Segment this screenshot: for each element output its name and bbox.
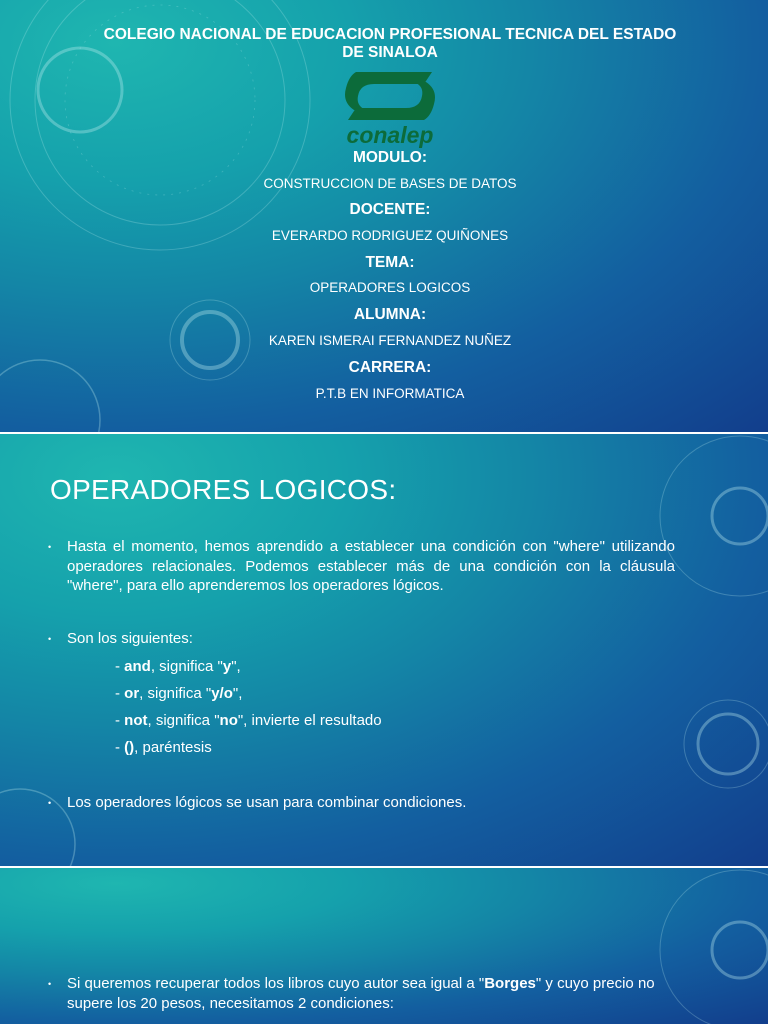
bullet-icon: •: [48, 634, 52, 644]
operator-not: - not, significa "no", invierte el resultado: [115, 712, 382, 729]
student-value: KAREN ISMERAI FERNANDEZ NUÑEZ: [268, 333, 512, 348]
operator-or: - or, significa "y/o",: [115, 685, 243, 702]
school-title: COLEGIO NACIONAL DE EDUCACION PROFESIONAL TECNICA DEL ESTADO DE SINALOA: [103, 26, 677, 61]
paragraph-summary: Los operadores lógicos se usan para combinar condiciones.: [67, 794, 467, 811]
paragraph-list-intro: Son los siguientes:: [67, 630, 193, 647]
topic-value: OPERADORES LOGICOS: [309, 280, 471, 295]
teacher-value: EVERARDO RODRIGUEZ QUIÑONES: [271, 228, 509, 243]
operator-and: - and, significa "y",: [115, 658, 241, 675]
career-value: P.T.B EN INFORMATICA: [315, 386, 465, 401]
paragraph-example: Si queremos recuperar todos los libros cuyo autor sea igual a "Borges" y cuyo precio no supere los 20 pesos, necesitamos 2 condiciones:: [67, 975, 655, 1012]
bullet-icon: •: [48, 798, 52, 808]
career-heading: CARRERA:: [348, 359, 432, 376]
student-heading: ALUMNA:: [353, 306, 427, 323]
conalep-logo-text: conalep: [346, 122, 434, 148]
operator-parentheses: - (), paréntesis: [115, 739, 212, 756]
topic-heading: TEMA:: [365, 254, 415, 271]
bullet-icon: •: [48, 979, 52, 989]
slide-cover: [0, 0, 768, 432]
module-value: CONSTRUCCION DE BASES DE DATOS: [263, 176, 517, 191]
bullet-icon: •: [48, 542, 52, 552]
module-heading: MODULO:: [352, 149, 428, 166]
slide-title: OPERADORES LOGICOS:: [50, 474, 397, 505]
teacher-heading: DOCENTE:: [349, 201, 431, 218]
paragraph-intro: Hasta el momento, hemos aprendido a establecer una condición con "where" utilizando operadores relacionales. Podemos establecer más de una condición con la cláusula "where", para ello aprenderemos los operadores lógicos.: [67, 538, 675, 594]
